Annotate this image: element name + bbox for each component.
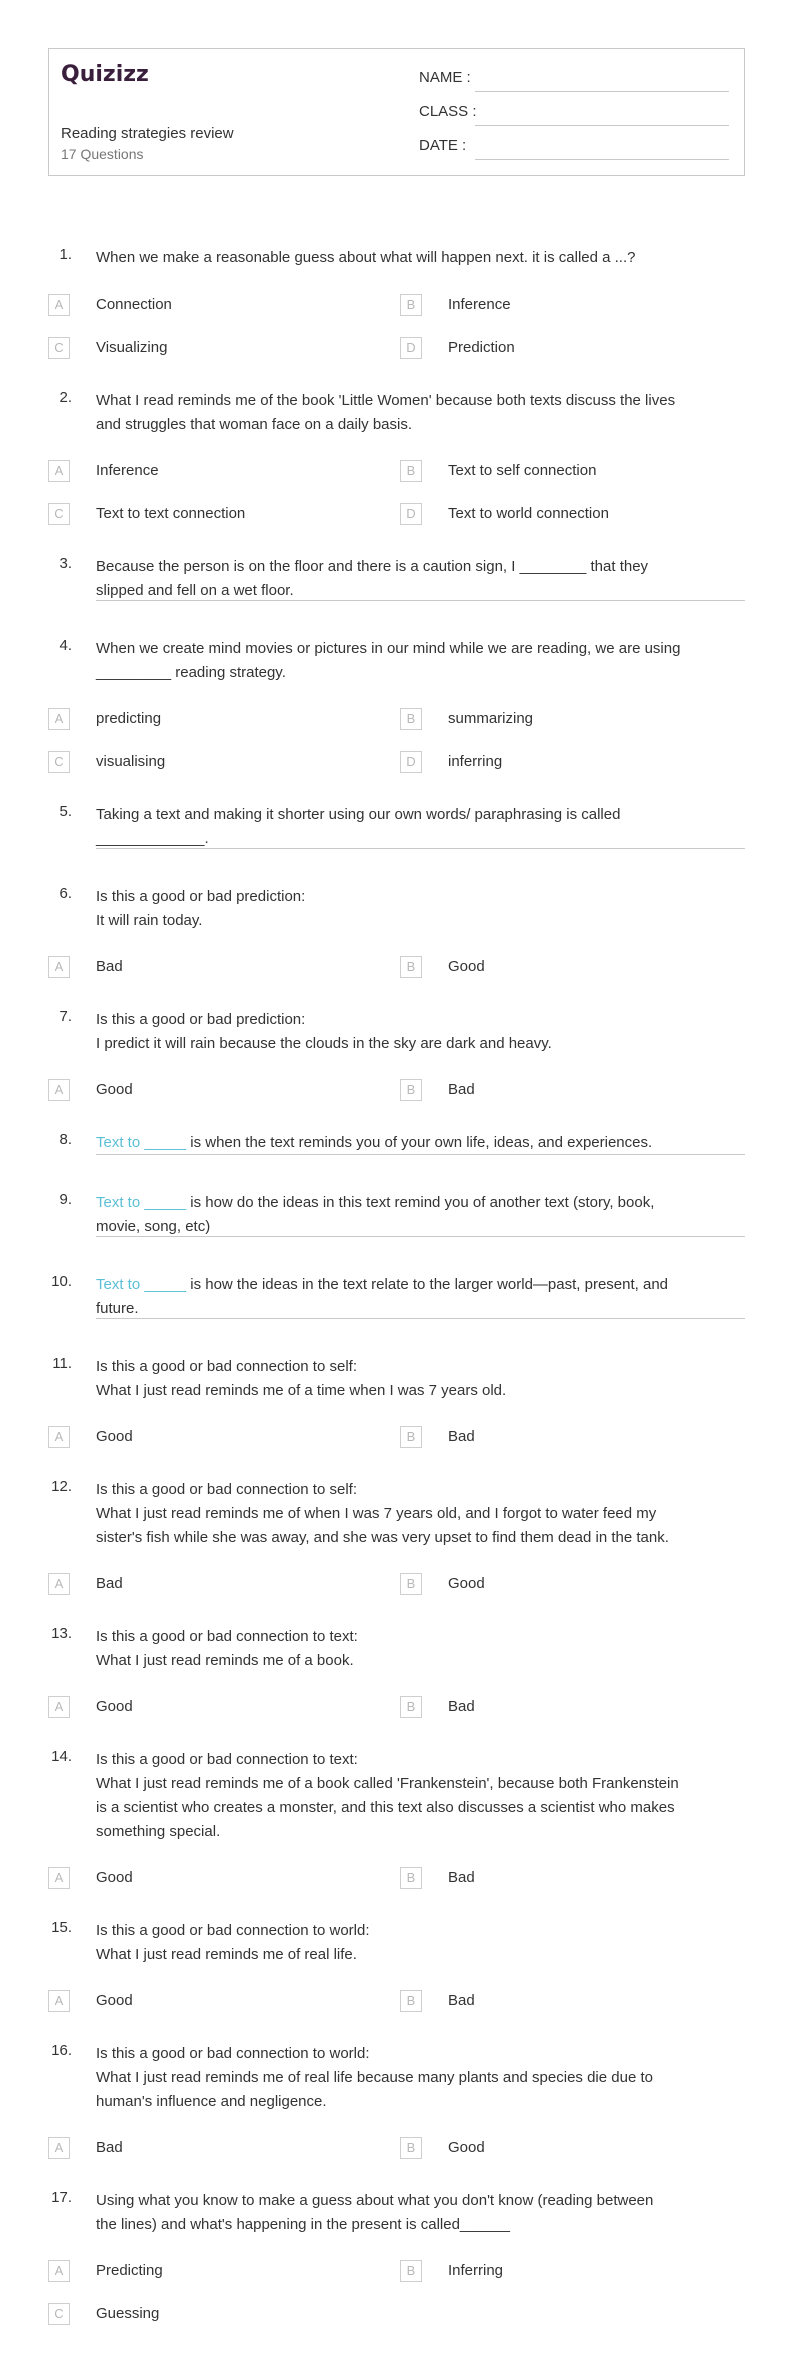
option-text: Good <box>448 1575 485 1592</box>
question-text-line: slipped and fell on a wet floor. <box>96 582 294 599</box>
question-text-line: Taking a text and making it shorter using our own words/ paraphrasing is called <box>96 806 621 823</box>
option-letter-box[interactable]: A <box>48 460 70 482</box>
question-text <box>96 885 745 933</box>
question-text-line: Is this a good or bad connection to self: <box>96 1358 357 1375</box>
option-text: Connection <box>96 296 172 313</box>
question-text-line: Is this a good or bad connection to text: <box>96 1751 358 1768</box>
class-line <box>475 125 729 126</box>
date-field[interactable] <box>419 137 739 161</box>
answer-option[interactable] <box>48 2137 368 2161</box>
answer-option[interactable] <box>48 1990 368 2014</box>
option-text: summarizing <box>448 710 534 727</box>
question-text <box>96 2189 745 2237</box>
class-label: CLASS : <box>419 103 477 120</box>
answer-option[interactable] <box>48 1867 368 1891</box>
answer-option[interactable] <box>48 1079 368 1103</box>
answer-line[interactable] <box>96 600 745 601</box>
question-text-line: _____________. <box>96 830 209 847</box>
option-text: inferring <box>448 753 503 770</box>
question-text-line: What I just read reminds me of real life. <box>96 1946 357 1963</box>
option-letter-box[interactable]: B <box>400 460 422 482</box>
question-text-line: Is this a good or bad connection to world: <box>96 1922 370 1939</box>
answer-option[interactable] <box>400 294 720 318</box>
date-line <box>475 159 729 160</box>
answer-line[interactable] <box>96 848 745 849</box>
question-text <box>96 246 745 270</box>
question-number: 15. <box>51 1919 72 1936</box>
question-text-rest: is how do the ideas in this text remind you of another text (story, book, <box>186 1194 655 1211</box>
name-label: NAME : <box>419 69 471 86</box>
question-11 <box>48 1355 745 1399</box>
question-number: 2. <box>59 389 72 406</box>
question-text <box>96 1273 745 1321</box>
question-4 <box>48 637 745 681</box>
answer-line[interactable] <box>96 1236 745 1237</box>
answer-option[interactable] <box>48 956 368 980</box>
question-number: 12. <box>51 1478 72 1495</box>
question-number: 14. <box>51 1748 72 1765</box>
option-letter-box[interactable]: B <box>400 956 422 978</box>
option-letter-box[interactable]: B <box>400 2260 422 2282</box>
option-text: Text to world connection <box>448 505 609 522</box>
question-text-line: Is this a good or bad connection to world: <box>96 2045 370 2062</box>
question-number: 10. <box>51 1273 72 1290</box>
answer-option[interactable] <box>48 503 368 527</box>
answer-option[interactable] <box>400 1990 720 2014</box>
question-text-line: Is this a good or bad connection to self: <box>96 1481 357 1498</box>
answer-option[interactable] <box>400 2137 720 2161</box>
question-9 <box>48 1191 745 1235</box>
question-14 <box>48 1748 745 1840</box>
name-line <box>475 91 729 92</box>
question-text-line: the lines) and what's happening in the present is called______ <box>96 2216 510 2233</box>
answer-option[interactable] <box>48 2303 368 2327</box>
date-label: DATE : <box>419 137 467 154</box>
question-text-line <box>96 1131 745 1155</box>
question-7 <box>48 1008 745 1052</box>
answer-option[interactable] <box>400 751 720 775</box>
option-letter-box[interactable]: B <box>400 294 422 316</box>
option-letter-box[interactable]: B <box>400 1573 422 1595</box>
question-15 <box>48 1919 745 1963</box>
worksheet-header <box>48 48 745 176</box>
question-text-line: Using what you know to make a guess about what you don't know (reading between <box>96 2192 654 2209</box>
option-letter-box[interactable]: A <box>48 1426 70 1448</box>
question-10 <box>48 1273 745 1317</box>
option-letter-box[interactable]: A <box>48 294 70 316</box>
option-text: Text to self connection <box>448 462 597 479</box>
answer-line[interactable] <box>96 1318 745 1319</box>
option-text: Bad <box>448 1698 475 1715</box>
option-text: Good <box>96 1698 133 1715</box>
answer-option[interactable] <box>400 1426 720 1450</box>
option-letter-box[interactable]: B <box>400 1990 422 2012</box>
answer-option[interactable] <box>48 337 368 361</box>
option-letter-box[interactable]: B <box>400 2137 422 2159</box>
answer-option[interactable] <box>48 2260 368 2284</box>
question-number: 3. <box>59 555 72 572</box>
answer-line[interactable] <box>96 1154 745 1155</box>
question-text-line: future. <box>96 1300 139 1317</box>
question-text <box>96 1191 745 1239</box>
answer-option[interactable] <box>48 1573 368 1597</box>
answer-option[interactable] <box>400 1867 720 1891</box>
question-text-rest: is how the ideas in the text relate to the larger world—past, present, and <box>186 1276 669 1293</box>
option-letter-box[interactable]: A <box>48 2260 70 2282</box>
question-text-line: Is this a good or bad prediction: <box>96 1011 306 1028</box>
option-letter-box[interactable]: D <box>400 503 422 525</box>
question-number: 1. <box>59 246 72 263</box>
question-text-line: something special. <box>96 1823 221 1840</box>
question-3 <box>48 555 745 599</box>
question-text-line: What I just read reminds me of when I was 7 years old, and I forgot to water feed my <box>96 1505 657 1522</box>
question-text <box>96 1625 745 1673</box>
answer-option[interactable] <box>400 1696 720 1720</box>
option-text: Good <box>96 1992 133 2009</box>
class-field[interactable] <box>419 103 739 127</box>
question-17 <box>48 2189 745 2233</box>
question-number: 5. <box>59 803 72 820</box>
option-text: Bad <box>448 1992 475 2009</box>
answer-option[interactable] <box>400 460 720 484</box>
question-number: 6. <box>59 885 72 902</box>
option-letter-box[interactable]: C <box>48 503 70 525</box>
question-text-line: What I read reminds me of the book 'Little Women' because both texts discuss the lives <box>96 392 676 409</box>
question-text <box>96 2042 745 2114</box>
answer-option[interactable] <box>400 337 720 361</box>
fill-in-highlight: Text to _____ <box>96 1276 187 1293</box>
option-letter-box[interactable]: B <box>400 708 422 730</box>
answer-option[interactable] <box>48 460 368 484</box>
question-text-line: It will rain today. <box>96 912 203 929</box>
option-text: Visualizing <box>96 339 168 356</box>
option-text: Prediction <box>448 339 515 356</box>
question-text-line: What I just read reminds me of a time when I was 7 years old. <box>96 1382 507 1399</box>
question-text-line: _________ reading strategy. <box>96 664 286 681</box>
answer-option[interactable] <box>48 1426 368 1450</box>
option-letter-box[interactable]: A <box>48 1990 70 2012</box>
option-letter-box[interactable]: C <box>48 337 70 359</box>
answer-option[interactable] <box>400 1573 720 1597</box>
question-text <box>96 637 745 685</box>
option-letter-box[interactable]: C <box>48 2303 70 2325</box>
question-text <box>96 1355 745 1403</box>
option-letter-box[interactable]: A <box>48 1573 70 1595</box>
question-12 <box>48 1478 745 1546</box>
option-letter-box[interactable]: B <box>400 1696 422 1718</box>
option-letter-box[interactable]: C <box>48 751 70 773</box>
question-text-line: Is this a good or bad prediction: <box>96 888 306 905</box>
option-letter-box[interactable]: D <box>400 751 422 773</box>
answer-option[interactable] <box>48 294 368 318</box>
question-number: 11. <box>52 1355 72 1372</box>
question-text-line: is a scientist who creates a monster, and this text also discusses a scientist who makes <box>96 1799 675 1816</box>
question-number: 4. <box>59 637 72 654</box>
question-text <box>96 389 745 437</box>
question-text <box>96 1008 745 1056</box>
answer-option[interactable] <box>48 751 368 775</box>
fill-in-highlight: Text to _____ <box>96 1134 187 1151</box>
question-text <box>96 1131 745 1155</box>
answer-option[interactable] <box>400 503 720 527</box>
option-text: Bad <box>448 1428 475 1445</box>
answer-option[interactable] <box>48 1696 368 1720</box>
quizizz-logo <box>61 59 171 87</box>
question-6 <box>48 885 745 929</box>
worksheet-title: Reading strategies review <box>61 125 234 142</box>
question-number: 7. <box>59 1008 72 1025</box>
question-number: 13. <box>51 1625 72 1642</box>
question-text-line: human's influence and negligence. <box>96 2093 327 2110</box>
option-text: Good <box>96 1428 133 1445</box>
question-16 <box>48 2042 745 2110</box>
option-text: visualising <box>96 753 166 770</box>
question-number: 9. <box>59 1191 72 1208</box>
logo-text: Quizizz <box>61 62 149 87</box>
question-number: 8. <box>59 1131 72 1148</box>
question-text-line: sister's fish while she was away, and she was very upset to find them dead in the tank. <box>96 1529 669 1546</box>
option-text: Bad <box>96 958 123 975</box>
name-field[interactable] <box>419 69 739 93</box>
answer-option[interactable] <box>400 956 720 980</box>
option-text: Bad <box>96 2139 123 2156</box>
question-text-line: Is this a good or bad connection to text: <box>96 1628 358 1645</box>
option-text: Inference <box>96 462 159 479</box>
answer-option[interactable] <box>400 2260 720 2284</box>
question-number: 16. <box>51 2042 72 2059</box>
question-text-line: What I just read reminds me of real life because many plants and species die due to <box>96 2069 653 2086</box>
option-letter-box[interactable]: A <box>48 2137 70 2159</box>
question-text-rest: is when the text reminds you of your own life, ideas, and experiences. <box>186 1134 653 1151</box>
option-letter-box[interactable]: A <box>48 1079 70 1101</box>
question-text-line <box>96 1191 745 1215</box>
answer-option[interactable] <box>400 1079 720 1103</box>
question-text-line: When we create mind movies or pictures in our mind while we are reading, we are using <box>96 640 681 657</box>
option-letter-box[interactable]: A <box>48 1696 70 1718</box>
answer-option[interactable] <box>48 708 368 732</box>
option-text: Good <box>448 2139 485 2156</box>
question-13 <box>48 1625 745 1669</box>
question-1 <box>48 246 745 270</box>
option-text: Good <box>448 958 485 975</box>
question-text <box>96 1919 745 1967</box>
option-text: Guessing <box>96 2305 160 2322</box>
answer-option[interactable] <box>400 708 720 732</box>
option-text: Good <box>96 1081 133 1098</box>
question-text-line: What I just read reminds me of a book. <box>96 1652 354 1669</box>
option-text: Bad <box>448 1869 475 1886</box>
option-letter-box[interactable]: B <box>400 1867 422 1889</box>
question-text <box>96 803 745 851</box>
option-text: Good <box>96 1869 133 1886</box>
option-letter-box[interactable]: A <box>48 708 70 730</box>
option-letter-box[interactable]: A <box>48 956 70 978</box>
question-number: 17. <box>51 2189 72 2206</box>
option-text: Inferring <box>448 2262 504 2279</box>
question-text-line: Because the person is on the floor and there is a caution sign, I ________ that they <box>96 558 649 575</box>
question-text <box>96 555 745 603</box>
option-letter-box[interactable]: A <box>48 1867 70 1889</box>
question-text-line: movie, song, etc) <box>96 1218 211 1235</box>
option-text: Bad <box>448 1081 475 1098</box>
option-text: Predicting <box>96 2262 163 2279</box>
option-letter-box[interactable]: D <box>400 337 422 359</box>
option-text: Text to text connection <box>96 505 246 522</box>
question-text-line <box>96 1273 745 1297</box>
question-2 <box>48 389 745 433</box>
question-text-line: and struggles that woman face on a daily basis. <box>96 416 413 433</box>
question-text <box>96 1748 745 1844</box>
option-letter-box[interactable]: B <box>400 1079 422 1101</box>
question-5 <box>48 803 745 847</box>
option-text: Inference <box>448 296 511 313</box>
question-8 <box>48 1131 745 1155</box>
question-text-line: What I just read reminds me of a book called 'Frankenstein', because both Frankenstein <box>96 1775 679 1792</box>
option-letter-box[interactable]: B <box>400 1426 422 1448</box>
option-text: Bad <box>96 1575 123 1592</box>
question-text <box>96 1478 745 1550</box>
fill-in-highlight: Text to _____ <box>96 1194 187 1211</box>
question-text-line: When we make a reasonable guess about what will happen next. it is called a ...? <box>96 249 636 266</box>
question-count: 17 Questions <box>61 146 144 162</box>
question-text-line: I predict it will rain because the clouds in the sky are dark and heavy. <box>96 1035 552 1052</box>
option-text: predicting <box>96 710 162 727</box>
